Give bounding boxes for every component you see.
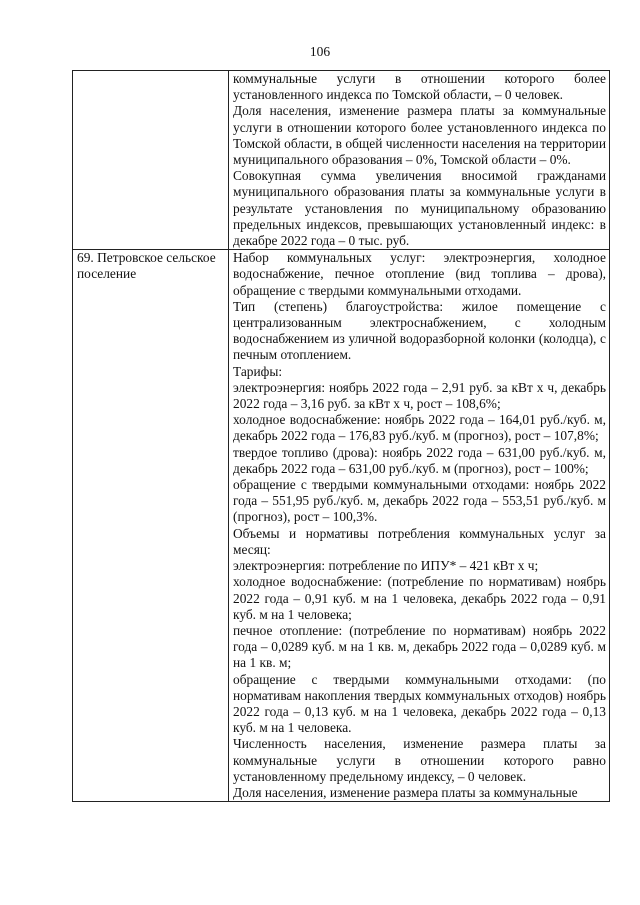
- paragraph-population-count: коммунальные услуги в отношении которого более установленного индекса по Томской области, – 0 человек.: [233, 71, 606, 103]
- paragraph-tariff-waste: обращение с твердыми коммунальными отходами: ноябрь 2022 года – 551,95 руб./куб. м, декабрь 2022 года – 553,51 руб./куб. м (прогноз), рост – 100,3%.: [233, 477, 606, 525]
- paragraph-tariffs-heading: Тарифы:: [233, 363, 283, 379]
- document-table: [72, 70, 610, 802]
- page-number: 106: [309, 44, 331, 59]
- paragraph-improvement-type: Тип (степень) благоустройства: жилое помещение с централизованным электроснабжением, с холодным водоснабжением из уличной водоразборной колонки (колодца), с печным отоплением.: [233, 298, 606, 363]
- paragraph-population-share: Доля населения, изменение размера платы за коммунальные услуги в отношении которого более установленного индекса по Томской области, в общей численности населения на территории муниципального образования – 0%, Томской области – 0%.: [233, 103, 606, 168]
- municipality-name-cell: [73, 71, 229, 250]
- municipality-name-cell: 69. Петровское сельское поселение: [73, 250, 229, 802]
- paragraph-volume-waste: обращение с твердыми коммунальными отходами: (по нормативам накопления твердых коммунальных отходов) ноябрь 2022 года – 0,13 куб. м на 1 человека, декабрь 2022 года – 0,13 куб. м на 1 человека.: [233, 671, 606, 736]
- paragraph-population-share: Доля населения, изменение размера платы за коммунальные: [233, 784, 578, 800]
- paragraph-volume-electricity: электроэнергия: потребление по ИПУ* – 421 кВт х ч;: [233, 558, 539, 574]
- description-cell: [229, 71, 610, 250]
- paragraph-tariff-cold-water: холодное водоснабжение: ноябрь 2022 года – 164,01 руб./куб. м, декабрь 2022 года – 176,83 руб./куб. м (прогноз), рост – 107,8%;: [233, 412, 606, 444]
- paragraph-service-set: Набор коммунальных услуг: электроэнергия, холодное водоснабжение, печное отопление (вид топлива – дрова), обращение с твердыми коммунальными отходами.: [233, 250, 606, 298]
- table-row-continuation: [73, 71, 610, 250]
- paragraph-tariff-firewood: твердое топливо (дрова): ноябрь 2022 года – 631,00 руб./куб. м, декабрь 2022 года – 631,00 руб./куб. м (прогноз), рост – 100%;: [233, 444, 606, 476]
- paragraph-volume-heating: печное отопление: (потребление по нормативам) ноябрь 2022 года – 0,0289 куб. м на 1 кв. м, декабрь 2022 года – 0,0289 куб. м на 1 кв. м;: [233, 622, 606, 671]
- paragraph-tariff-electricity: электроэнергия: ноябрь 2022 года – 2,91 руб. за кВт х ч, декабрь 2022 года – 3,16 руб. за кВт х ч, рост – 108,6%;: [233, 379, 606, 412]
- paragraph-total-increase: Совокупная сумма увеличения вносимой гражданами муниципального образования платы за коммунальные услуги в результате установления по муниципальному образованию предельных индексов, превышающих установленный индекс: в декабре 2022 года – 0 тыс. руб.: [233, 168, 606, 249]
- paragraph-volumes-heading: Объемы и нормативы потребления коммунальных услуг за месяц:: [233, 525, 606, 557]
- paragraph-volume-cold-water: холодное водоснабжение: (потребление по нормативам) ноябрь 2022 года – 0,91 куб. м на 1 человека, декабрь 2022 года – 0,91 куб. м на 1 человека;: [233, 574, 606, 622]
- paragraph-population-count: Численность населения, изменение размера платы за коммунальные услуги в отношении которого равно установленному предельному индексу, – 0 человек.: [233, 736, 606, 784]
- table-row-petrovskoe: [73, 250, 610, 802]
- description-cell: [229, 250, 610, 802]
